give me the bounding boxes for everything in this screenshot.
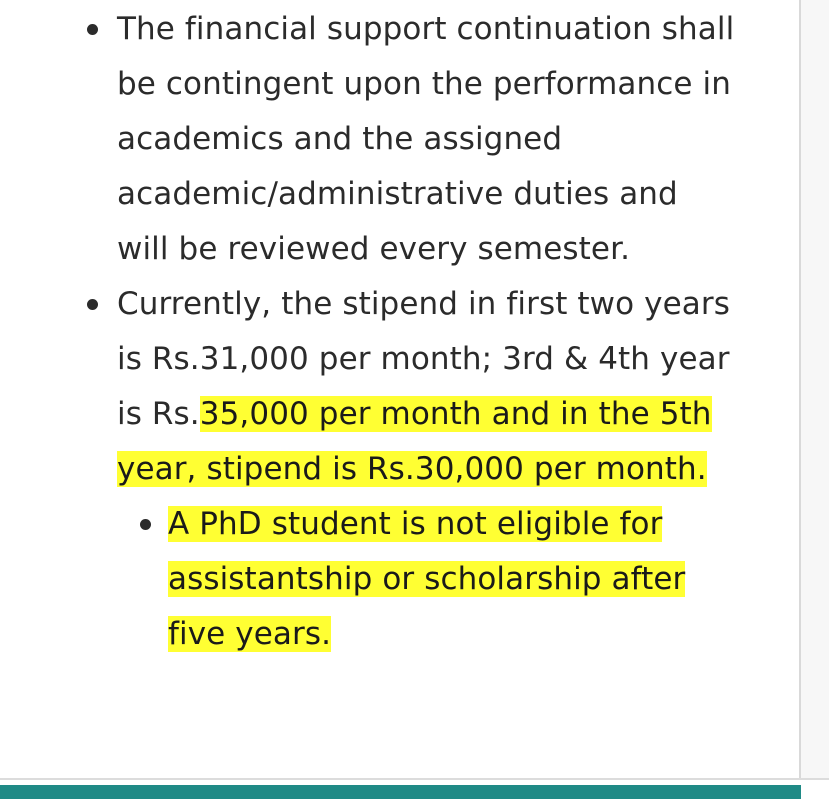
bottom-bar (0, 785, 801, 799)
bullet-icon (140, 519, 151, 530)
highlighted-text: A PhD student is not eligible for assistantship or scholarship after five years. (168, 506, 686, 652)
divider (0, 778, 829, 780)
list-item-text: The financial support continuation shall be contingent upon the performance in academics and the assigned academic/administrative duties and will be reviewed every semester. (117, 11, 735, 267)
highlighted-text: 35,000 per month and in the 5th year, stipend is Rs.30,000 per month. (117, 396, 712, 487)
list-item (117, 2, 737, 277)
list-item (168, 497, 688, 662)
list-item-text: Currently, the stipend in first two years is Rs.31,000 per month; 3rd & 4th year is Rs. (117, 286, 730, 432)
list-item (117, 277, 737, 662)
scroll-gutter (801, 0, 829, 779)
nested-bullet-list (117, 497, 737, 662)
bullet-icon (87, 24, 98, 35)
bullet-list (117, 2, 737, 662)
bullet-icon (87, 299, 98, 310)
